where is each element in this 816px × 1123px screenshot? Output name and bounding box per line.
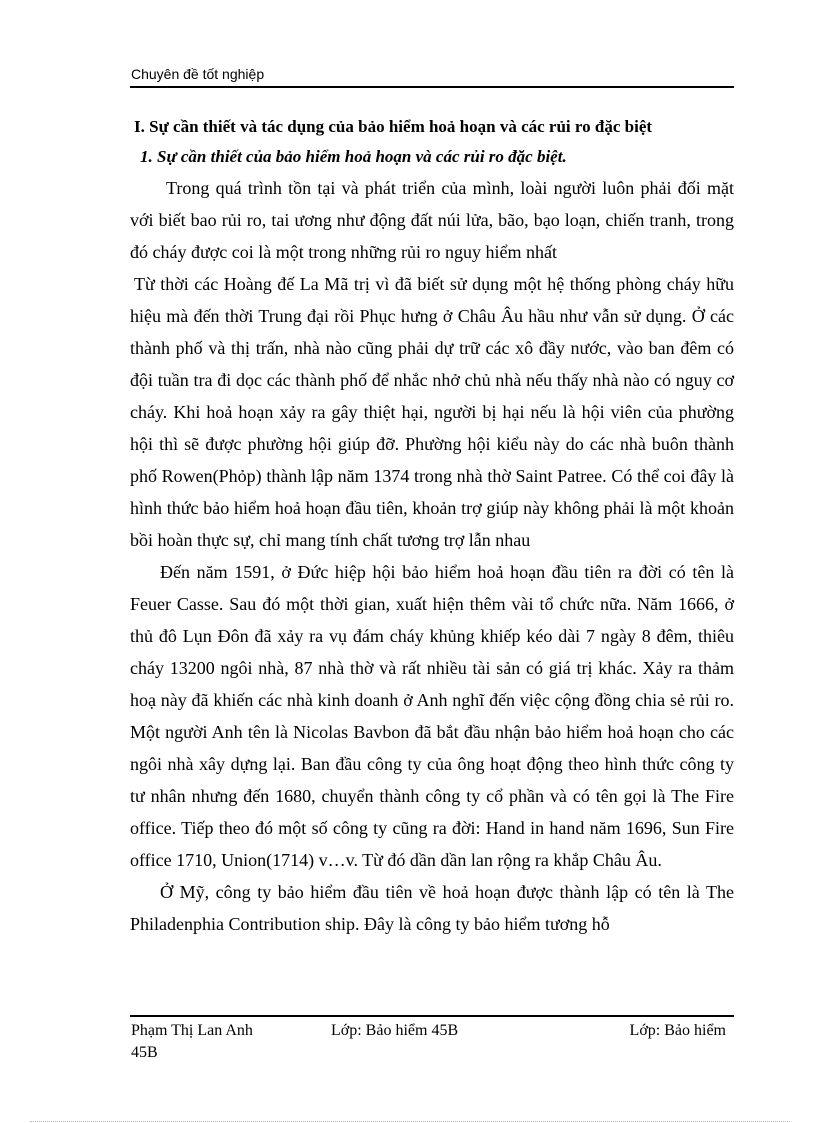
paragraph-4: Ở Mỹ, công ty bảo hiểm đầu tiên về hoả hoạn được thành lập có tên là The Philadenphia Contribution ship. Đây là công ty bảo hiểm tương hỗ	[130, 882, 734, 934]
footer-author: Phạm Thị Lan Anh 45B	[131, 1022, 253, 1061]
page-break-line	[30, 1121, 790, 1122]
page-header: Chuyên đề tốt nghiệp	[131, 66, 265, 82]
footer-divider	[130, 1015, 734, 1017]
document-body	[130, 114, 734, 940]
paragraph-2: Từ thời các Hoàng đế La Mã trị vì đã biết sử dụng một hệ thống phòng cháy hữu hiệu mà đến thời Trung đại rồi Phục hưng ở Châu Âu hầu như vẫn sử dụng. Ở các thành phố và thị trấn, nhà nào cũng phải dự trữ các xô đầy nước, vào ban đêm có đội tuần tra đi dọc các thành phố để nhắc nhở chủ nhà nếu thấy nhà nào có nguy cơ cháy. Khi hoả hoạn xảy ra gây thiệt hại, người bị hại nếu là hội viên của phường hội thì sẽ được phường hội giúp đỡ. Phường hội kiểu này do các nhà buôn thành phố Rowen(Phỏp) thành lập năm 1374 trong nhà thờ Saint Patree. Có thể coi đây là hình thức bảo hiểm hoả hoạn đầu tiên, khoản trợ giúp này không phải là một khoản bồi hoàn thực sự, chỉ mang tính chất tương trợ lẫn nhau	[130, 274, 734, 550]
footer-class-left: Lớp: Bảo hiểm 45B	[331, 1022, 459, 1039]
paragraph-3: Đến năm 1591, ở Đức hiệp hội bảo hiểm hoả hoạn đầu tiên ra đời có tên là Feuer Casse. Sau đó một thời gian, xuất hiện thêm vài tổ chức nữa. Năm 1666, ở thủ đô Lụn Đôn đã xảy ra vụ đám cháy khủng khiếp kéo dài 7 ngày 8 đêm, thiêu cháy 13200 ngôi nhà, 87 nhà thờ và rất nhiều tài sản có giá trị khác. Xảy ra thảm hoạ này đã khiến các nhà kinh doanh ở Anh nghĩ đến việc cộng đồng chia sẻ rủi ro. Một người Anh tên là Nicolas Bavbon đã bắt đầu nhận bảo hiểm hoả hoạn cho các ngôi nhà xây dựng lại. Ban đầu công ty của ông hoạt động theo hình thức công ty tư nhân nhưng đến 1680, chuyển thành công ty cổ phần và có tên gọi là The Fire office. Tiếp theo đó một số công ty cũng ra đời: Hand in hand năm 1696, Sun Fire office 1710, Union(1714) v…v. Từ đó dần dần lan rộng ra khắp Châu Âu.	[130, 562, 734, 870]
footer-class-right: Lớp: Bảo hiểm	[629, 1022, 726, 1039]
section-heading: I. Sự cần thiết và tác dụng của bảo hiểm hoả hoạn và các rủi ro đặc biệt	[134, 117, 653, 136]
paragraph-1: Trong quá trình tồn tại và phát triển của mình, loài người luôn phải đối mặt với biết bao rủi ro, tai ương như động đất núi lửa, bão, bạo loạn, chiến tranh, trong đó cháy được coi là một trong những rủi ro nguy hiểm nhất	[130, 178, 734, 262]
subsection-heading: 1. Sự cần thiết của bảo hiểm hoả hoạn và các rủi ro đặc biệt.	[140, 147, 567, 166]
header-divider	[130, 86, 734, 88]
